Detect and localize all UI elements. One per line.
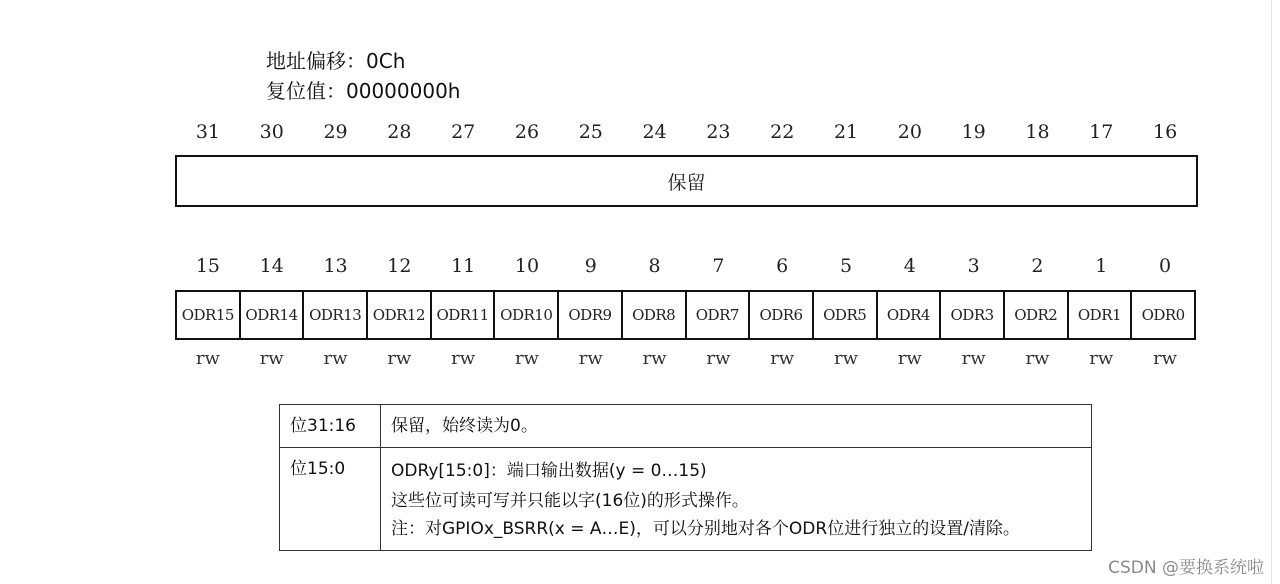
bit-number: 7 [712,255,725,277]
register-header [266,46,460,106]
bit-number: 26 [514,121,540,143]
bit-number: 22 [770,121,795,143]
bit-number: 3 [967,255,980,277]
register-field: ODR10 [495,292,559,338]
bit-number: 23 [706,121,731,143]
register-field: ODR14 [241,292,305,338]
register-field: ODR9 [559,292,623,338]
watermark: CSDN @要换系统啦 [1108,558,1264,578]
register-field: ODR1 [1069,292,1133,338]
register-field: ODR0 [1132,292,1196,338]
access-type: rw [834,348,859,369]
register-field: ODR5 [814,292,878,338]
register-field: ODR7 [687,292,751,338]
bit-number: 2 [1031,255,1044,277]
bit-number: 14 [259,255,284,277]
access-type: rw [514,348,539,369]
register-field: ODR2 [1005,292,1069,338]
access-type: rw [706,348,731,369]
address-offset: 地址偏移：0Ch [266,49,406,73]
access-type: rw [451,348,476,369]
bit-number: 10 [514,255,540,277]
bit-numbers-low [176,255,1197,277]
bit-number: 12 [387,255,412,277]
bit-number: 11 [451,255,476,277]
bit-number: 19 [961,121,986,143]
table-row [280,448,1092,551]
bit-number: 31 [195,121,220,143]
access-type: rw [578,348,603,369]
access-type: rw [259,348,284,369]
bit-number: 29 [323,121,348,143]
bit-number: 8 [648,255,661,277]
bit-number: 21 [833,121,859,143]
register-field: ODR3 [941,292,1005,338]
register-field: ODR15 [177,292,241,338]
bit-number: 1 [1095,255,1108,277]
register-field: ODR13 [304,292,368,338]
access-type: rw [195,348,220,369]
register-field: ODR12 [368,292,432,338]
description-cell [381,448,1092,551]
bit-number: 20 [897,121,922,143]
bit-number: 28 [387,121,412,143]
bit-number: 30 [259,121,284,143]
bit-number: 27 [451,121,476,143]
access-type: rw [770,348,795,369]
register-field: ODR8 [623,292,687,338]
access-type: rw [1025,348,1050,369]
bit-number: 4 [903,255,916,277]
access-type: rw [961,348,986,369]
bit-number: 16 [1153,121,1178,143]
access-type: rw [1153,348,1178,369]
description-note: 注：对GPIOx_BSRR(x = A…E)，可以分别地对各个ODR位进行独立的设置/清除。 [391,519,1020,539]
description-cell: 保留，始终读为0。 [381,405,1092,448]
register-field: ODR4 [878,292,942,338]
bit-number: 0 [1159,255,1172,277]
bit-number: 9 [584,255,597,277]
page-edge [1271,0,1272,584]
reset-value: 复位值：00000000h [266,79,461,103]
register-field: ODR11 [432,292,496,338]
bit-number: 6 [776,255,789,277]
bit-number: 17 [1089,121,1114,143]
access-type: rw [1089,348,1114,369]
access-type: rw [387,348,412,369]
access-row [176,348,1197,369]
bit-number: 15 [195,255,220,277]
table-row [280,405,1092,448]
bit-range-cell: 位31:16 [280,405,381,448]
bit-numbers-high [176,121,1197,143]
bit-number: 24 [642,121,667,143]
bit-number: 13 [323,255,348,277]
reserved-label: 保留 [667,171,706,194]
bit-number: 5 [839,255,853,277]
odr-field-row [175,290,1196,340]
reserved-field [175,155,1198,207]
bit-description-table [279,404,1092,551]
access-type: rw [642,348,667,369]
description-line: ODRy[15:0]：端口输出数据(y = 0…15) [391,461,707,481]
description-line: 这些位可读可写并只能以字(16位)的形式操作。 [391,491,749,511]
bit-range-cell: 位15:0 [280,448,381,551]
access-type: rw [897,348,922,369]
bit-number: 25 [578,121,603,143]
access-type: rw [323,348,348,369]
register-field: ODR6 [750,292,814,338]
bit-number: 18 [1025,121,1050,143]
